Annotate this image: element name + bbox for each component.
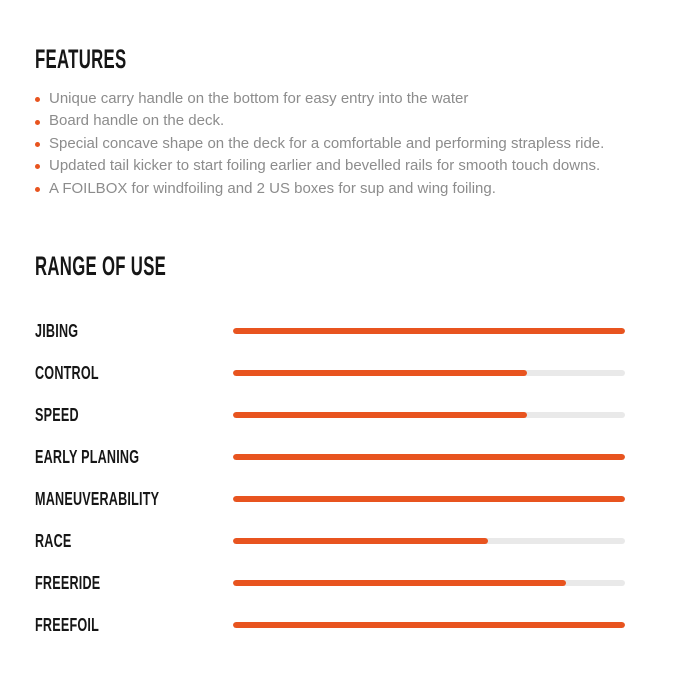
feature-item (35, 133, 665, 155)
bar-fill (233, 412, 527, 418)
range-of-use-heading (35, 253, 665, 280)
chart-row (35, 310, 665, 352)
bar-track (233, 412, 625, 418)
range-of-use-chart (35, 310, 665, 646)
bar-track (233, 538, 625, 544)
bullet-icon (35, 164, 40, 169)
bar-track (233, 496, 625, 502)
chart-row-label-text: JIBING (35, 321, 79, 342)
bar-fill (233, 580, 566, 586)
chart-row (35, 520, 665, 562)
bullet-icon (35, 120, 40, 125)
feature-item (35, 178, 665, 200)
feature-item-text: A FOILBOX for windfoiling and 2 US boxes for sup and wing foiling. (49, 179, 496, 197)
feature-item (35, 110, 665, 132)
chart-row (35, 604, 665, 646)
features-heading-text: FEATURES (35, 44, 127, 74)
bar-track (233, 622, 625, 628)
range-of-use-heading-text: RANGE OF USE (35, 251, 167, 282)
chart-row-label (35, 448, 233, 466)
chart-row (35, 478, 665, 520)
chart-row-label-text: FREERIDE (35, 573, 101, 594)
chart-row-label-text: EARLY PLANING (35, 447, 140, 468)
chart-row-label-text: MANEUVERABILITY (35, 489, 160, 510)
chart-row-label (35, 490, 233, 508)
feature-item-text: Updated tail kicker to start foiling earlier and bevelled rails for smooth touch downs. (49, 157, 601, 175)
bar-fill (233, 328, 625, 334)
bar-fill (233, 370, 527, 376)
bar-track (233, 580, 625, 586)
bullet-icon (35, 97, 40, 102)
chart-row (35, 562, 665, 604)
feature-item-text: Board handle on the deck. (49, 112, 225, 130)
chart-row-label-text: RACE (35, 531, 72, 552)
bar-fill (233, 496, 625, 502)
bar-track (233, 454, 625, 460)
chart-row (35, 436, 665, 478)
chart-row (35, 352, 665, 394)
features-list (35, 88, 665, 200)
feature-item (35, 155, 665, 177)
chart-row-label (35, 616, 233, 634)
bar-fill (233, 454, 625, 460)
chart-row-label-text: SPEED (35, 405, 79, 426)
chart-row-label (35, 532, 233, 550)
bar-track (233, 328, 625, 334)
chart-row-label (35, 406, 233, 424)
feature-item-text: Special concave shape on the deck for a comfortable and performing strapless ride. (49, 134, 605, 152)
chart-row-label (35, 574, 233, 592)
chart-row (35, 394, 665, 436)
bar-track (233, 370, 625, 376)
bar-fill (233, 622, 625, 628)
bar-fill (233, 538, 488, 544)
bullet-icon (35, 142, 40, 147)
chart-row-label-text: FREEFOIL (35, 615, 99, 636)
chart-row-label-text: CONTROL (35, 363, 99, 384)
feature-item-text: Unique carry handle on the bottom for easy entry into the water (49, 90, 469, 107)
features-heading (35, 46, 665, 73)
bullet-icon (35, 187, 40, 192)
chart-row-label (35, 322, 233, 340)
chart-row-label (35, 364, 233, 382)
feature-item (35, 88, 665, 110)
